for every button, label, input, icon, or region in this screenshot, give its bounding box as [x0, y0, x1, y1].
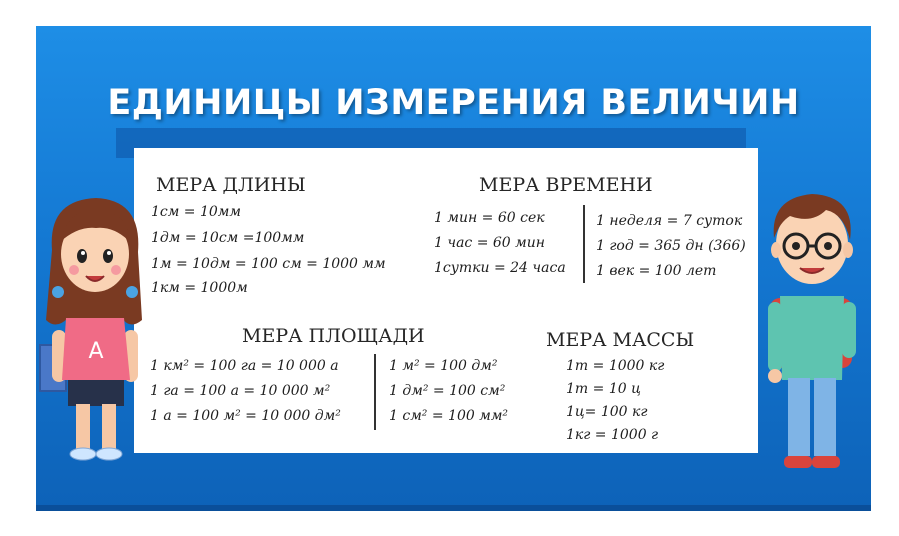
area-heading: МЕРА ПЛОЩАДИ	[242, 325, 425, 347]
mass-line: 1ц= 100 кг	[566, 404, 648, 420]
mass-heading: МЕРА МАССЫ	[546, 329, 695, 351]
slide-title: ЕДИНИЦЫ ИЗМЕРЕНИЯ ВЕЛИЧИН	[107, 83, 800, 123]
length-line: 1м = 10дм = 100 см = 1000 мм	[151, 256, 386, 272]
length-line: 1дм = 10см =100мм	[151, 230, 305, 246]
length-heading: МЕРА ДЛИНЫ	[156, 174, 306, 196]
time-heading: МЕРА ВРЕМЕНИ	[479, 174, 653, 196]
time-line: 1 час = 60 мин	[434, 235, 545, 251]
length-line: 1см = 10мм	[151, 204, 242, 220]
time-divider	[583, 205, 585, 283]
slide	[36, 26, 871, 511]
area-line: 1 км² = 100 га = 10 000 а	[150, 358, 339, 374]
girl-illustration	[38, 190, 150, 475]
area-line: 1 см² = 100 мм²	[389, 408, 509, 424]
time-line: 1 неделя = 7 суток	[596, 213, 743, 229]
area-divider	[374, 354, 376, 430]
area-line: 1 м² = 100 дм²	[389, 358, 498, 374]
area-line: 1 дм² = 100 см²	[389, 383, 506, 399]
mass-line: 1кг = 1000 г	[566, 427, 659, 443]
area-line: 1 га = 100 а = 10 000 м²	[150, 383, 331, 399]
time-line: 1 век = 100 лет	[596, 263, 717, 279]
time-line: 1 мин = 60 сек	[434, 210, 545, 226]
area-line: 1 а = 100 м² = 10 000 дм²	[150, 408, 341, 424]
units-board	[134, 148, 758, 453]
boy-illustration	[756, 180, 866, 475]
shirt-letter: A	[88, 339, 104, 364]
time-line: 1сутки = 24 часа	[434, 260, 566, 276]
mass-line: 1т = 1000 кг	[566, 358, 665, 374]
mass-line: 1т = 10 ц	[566, 381, 641, 397]
length-line: 1км = 1000м	[151, 280, 248, 296]
time-line: 1 год = 365 дн (366)	[596, 238, 746, 254]
